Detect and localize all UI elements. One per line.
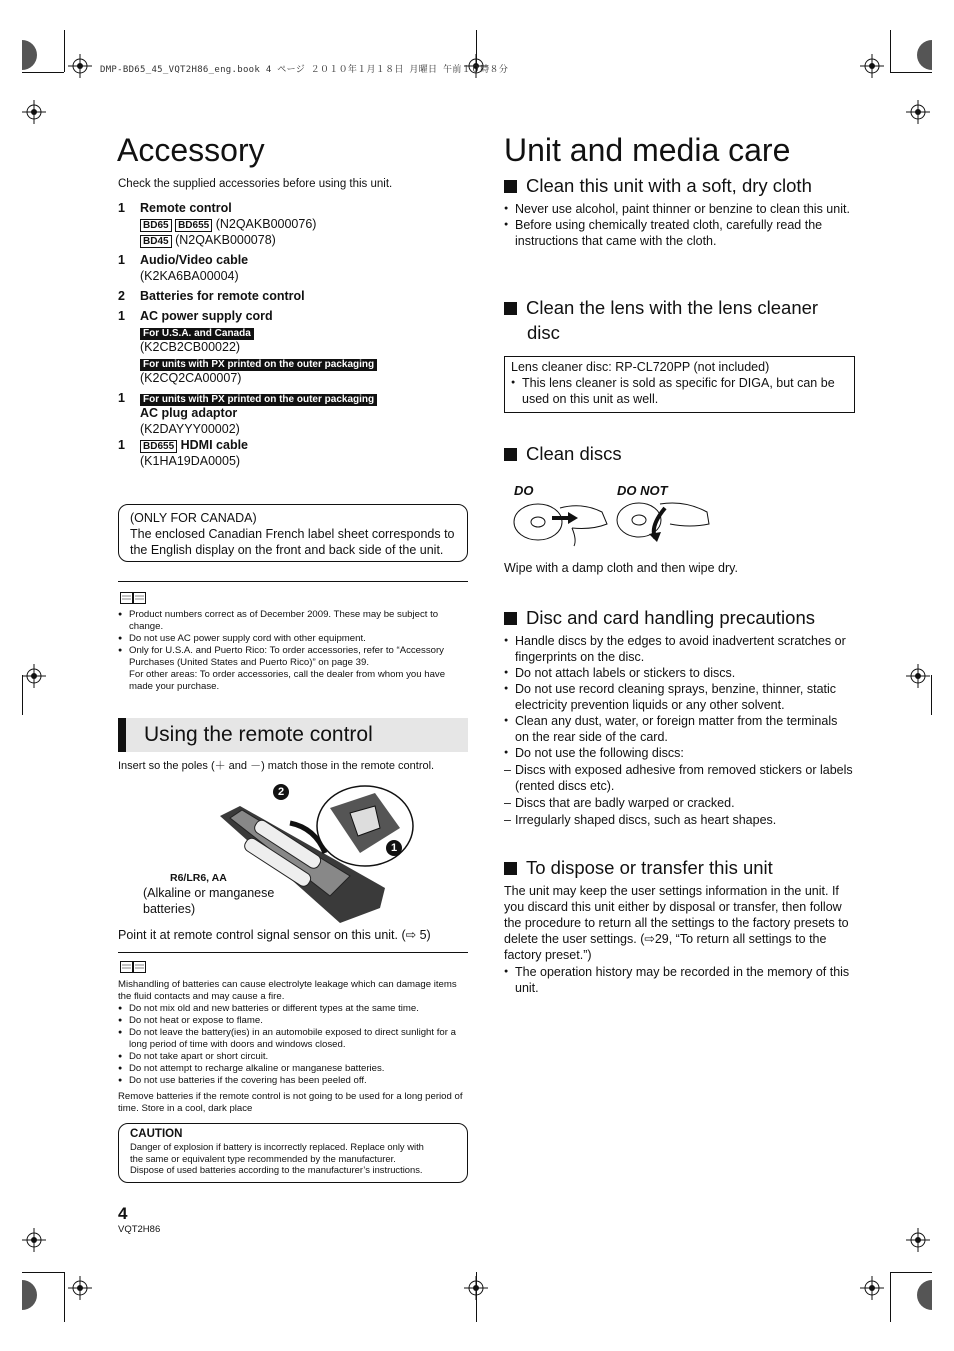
color-wheel-icon (912, 1280, 932, 1310)
registration-mark-icon (906, 1228, 930, 1252)
lens-cleaner-box: Lens cleaner disc: RP-CL720PP (not included) ● This lens cleaner is sold as specific for DIGA, but can be used on this unit as well. (504, 356, 855, 413)
clean-unit-heading: Clean this unit with a soft, dry cloth (504, 173, 812, 198)
region-tag: For units with PX printed on the outer packaging (140, 394, 377, 406)
note-book-icon (120, 961, 146, 973)
model-tag: BD655 (175, 219, 212, 232)
clean-lens-heading: Clean the lens with the lens cleaner disc (504, 295, 818, 345)
list-item: 1 Remote control (118, 201, 232, 215)
accessory-intro: Check the supplied accessories before using this unit. (118, 178, 393, 190)
accessory-title: Accessory (117, 132, 265, 168)
registration-mark-icon (906, 664, 930, 688)
battery-type-label: R6/LR6, AA (170, 872, 227, 884)
registration-mark-icon (22, 1228, 46, 1252)
list-item: 1 Audio/Video cable (118, 253, 249, 267)
accessory-list: 1 Remote control BD65 BD655 (N2QAKB000076) BD45 (N2QAKB000078) 1 Audio/Video cable (K2KA6BA00004) 2 Batteries for remote control 1 AC power supply cord For U.S.A. and Canada (K2CB2CB00022) For units with PX printed on the outer packaging (K2CQ2CA00007) 1 For units with PX printed on the outer packaging AC plug adaptor (K2DAYYY00002) 1 BD655 HDMI cable (K1HA19DA0005) (118, 200, 377, 469)
model-tag: BD65 (140, 219, 172, 232)
model-tag: BD655 (140, 440, 177, 453)
handling-heading: Disc and card handling precautions (504, 605, 815, 630)
list-item: 1 For units with PX printed on the outer packaging (118, 390, 377, 405)
model-tag: BD45 (140, 235, 172, 248)
list-item: 2 Batteries for remote control (118, 289, 305, 303)
dispose-text: The unit may keep the user settings information in the unit. If you discard this unit either by disposal or transfer, then follow the procedure to return all the settings to the factory presets to delete the user settings. (⇨29, “To return all settings to the factory preset.”) ● The operation history may be recorded in the memory of this unit. (504, 883, 854, 996)
do-not-label: DO NOT (617, 483, 668, 498)
registration-mark-icon (68, 1276, 92, 1300)
caution-box: CAUTION Danger of explosion if battery is incorrectly replaced. Replace only with the same or equivalent type recommended by the manufacturer. Dispose of used batteries according to the manufacturer’s instructions. (118, 1123, 468, 1183)
step-1-badge: 1 (386, 840, 402, 856)
step-2-badge: 2 (273, 784, 289, 800)
region-tag: For units with PX printed on the outer packaging (140, 359, 377, 371)
disc-wipe-do-illustration (512, 500, 612, 550)
point-instructions: Point it at remote control signal sensor on this unit. (⇨ 5) (118, 928, 431, 942)
list-item: BD65 BD655 (N2QAKB000076) (140, 216, 377, 232)
color-wheel-icon (912, 40, 932, 70)
list-item: BD45 (N2QAKB000078) (140, 232, 377, 248)
do-label: DO (514, 483, 534, 498)
insert-instructions: Insert so the poles (＋ and －) match those in the remote control. (118, 760, 435, 772)
list-item: 1 AC power supply cord (118, 309, 273, 323)
dispose-heading: To dispose or transfer this unit (504, 855, 773, 880)
wipe-instructions: Wipe with a damp cloth and then wipe dry. (504, 561, 738, 575)
document-code: VQT2H86 (118, 1224, 161, 1235)
registration-mark-icon (68, 54, 92, 78)
remote-section-title: Using the remote control (144, 723, 373, 746)
region-tag: For U.S.A. and Canada (140, 328, 254, 340)
clean-unit-list: ● Never use alcohol, paint thinner or benzine to clean this unit. ● Before using chemically treated cloth, carefully read the instructions that came with the cloth. (504, 201, 854, 249)
registration-mark-icon (906, 100, 930, 124)
note-book-icon (120, 592, 146, 604)
page-number: 4 (118, 1204, 128, 1223)
registration-mark-icon (860, 1276, 884, 1300)
square-bullet-icon (504, 862, 517, 875)
accessory-notes: ● Product numbers correct as of December 2009. These may be subject to change. ● Do not use AC power supply cord with other equipment. ● Only for U.S.A. and Puerto Rico: To order accessories, refer to “Accessory Purchases (United States and Puerto Rico)” on page 39. For other areas: To order accessories, call the dealer from whom you have made your purchase. (118, 609, 468, 693)
square-bullet-icon (504, 448, 517, 461)
color-wheel-icon (22, 1280, 42, 1310)
disc-wipe-do-not-illustration (615, 498, 715, 548)
square-bullet-icon (504, 302, 517, 315)
care-title: Unit and media care (504, 132, 791, 168)
list-item: 1 BD655 HDMI cable (118, 438, 249, 452)
registration-mark-icon (22, 664, 46, 688)
square-bullet-icon (504, 612, 517, 625)
file-header: DMP-BD65_45_VQT2H86_eng.book 4 ページ ２０１０年１月１８日 月曜日 午前１０時８分 (100, 65, 509, 75)
remote-section-banner (118, 718, 468, 752)
handling-list: ● Handle discs by the edges to avoid inadvertent scratches or fingerprints on the disc. ● Do not attach labels or stickers to discs. ● Do not use record cleaning sprays, benzine, thinner, static electricity prevention liquids or any other solvent. ● Clean any dust, water, or foreign matter from the terminals on the rear side of the card. ● Do not use the following discs: – Discs with exposed adhesive from removed stickers or labels (rented discs etc). – Discs that are badly warped or cracked. – Irregularly shaped discs, such as heart shapes. (504, 633, 854, 828)
registration-mark-icon (464, 1276, 488, 1300)
color-wheel-icon (22, 40, 42, 70)
battery-desc: (Alkaline or manganese batteries) (143, 886, 275, 916)
canada-notice-box: (ONLY FOR CANADA) The enclosed Canadian French label sheet corresponds to the English display on the front and back side of the unit. (118, 504, 468, 562)
registration-mark-icon (22, 100, 46, 124)
battery-notes: Mishandling of batteries can cause electrolyte leakage which can damage items the fluid contacts and may cause a fire. ● Do not mix old and new batteries or different types at the same time. ● Do not heat or expose to flame. ● Do not leave the battery(ies) in an automobile exposed to direct sunlight for a long period of time with doors and windows closed. ● Do not take apart or short circuit. ● Do not attempt to recharge alkaline or manganese batteries. ● Do not use batteries if the covering has been peeled off. Remove batteries if the remote control is not going to be used for a long period of time. Store in a cool, dark place (118, 979, 468, 1115)
clean-discs-heading: Clean discs (504, 441, 622, 466)
square-bullet-icon (504, 180, 517, 193)
registration-mark-icon (860, 54, 884, 78)
